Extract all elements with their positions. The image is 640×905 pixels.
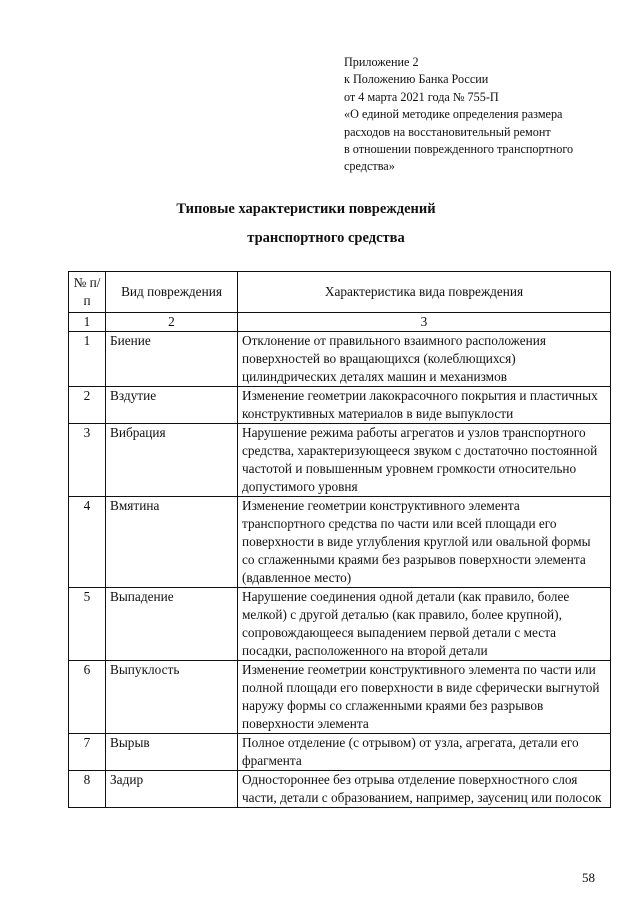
row-number: 4 xyxy=(69,497,106,588)
column-number: 2 xyxy=(106,313,238,332)
annex-line: «О единой методике определения размера xyxy=(344,107,563,122)
damage-characteristic: Изменение геометрии лакокрасочного покрытия и пластичных конструктивных материалов в виде выпуклости xyxy=(238,387,611,424)
annex-header xyxy=(344,54,614,176)
damage-characteristic: Изменение геометрии конструктивного элемента по части или полной площади его поверхности в виде сферически выгнутой наружу формы со сглаженными краями без разрывов поверхности элемента xyxy=(238,661,611,734)
row-number: 8 xyxy=(69,771,106,808)
page-number: 58 xyxy=(582,870,595,885)
table-row xyxy=(69,497,611,588)
damage-type: Вмятина xyxy=(106,497,238,588)
damage-type: Выпуклость xyxy=(106,661,238,734)
annex-line: в отношении поврежденного транспортного xyxy=(344,142,574,157)
table-header-row xyxy=(69,272,611,313)
damage-characteristic: Одностороннее без отрыва отделение поверхностного слоя части, детали с образованием, например, заусениц или полосок xyxy=(238,771,611,808)
header-characteristic: Характеристика вида повреждения xyxy=(238,272,611,313)
damage-type: Задир xyxy=(106,771,238,808)
annex-line: Приложение 2 xyxy=(344,55,419,69)
table-row xyxy=(69,332,611,387)
row-number: 2 xyxy=(69,387,106,424)
header-number: № п/п xyxy=(69,272,106,313)
table-row xyxy=(69,424,611,497)
annex-line: от 4 марта 2021 года № 755-П xyxy=(344,89,499,104)
damage-type: Вырыв xyxy=(106,734,238,771)
damage-type: Вибрация xyxy=(106,424,238,497)
row-number: 5 xyxy=(69,588,106,661)
table-row xyxy=(69,588,611,661)
damage-table xyxy=(68,271,611,808)
annex-line: к Положению Банка России xyxy=(344,72,489,87)
column-number: 1 xyxy=(69,313,106,332)
column-number: 3 xyxy=(238,313,611,332)
damage-characteristic: Изменение геометрии конструктивного элемента транспортного средства по части или всей площади его поверхности в виде углубления круглой или овальной формы со сглаженными краями без разрывов поверхности элемента (вдавленное место) xyxy=(238,497,611,588)
damage-characteristic: Полное отделение (с отрывом) от узла, агрегата, детали его фрагмента xyxy=(238,734,611,771)
damage-type: Вздутие xyxy=(106,387,238,424)
table-row xyxy=(69,661,611,734)
damage-type: Выпадение xyxy=(106,588,238,661)
row-number: 7 xyxy=(69,734,106,771)
column-number-row xyxy=(69,313,611,332)
table-row xyxy=(69,387,611,424)
table-row xyxy=(69,771,611,808)
damage-characteristic: Нарушение режима работы агрегатов и узлов транспортного средства, характеризующееся звуком с достаточно постоянной частотой и повышенным уровнем громкости относительно допустимого уровня xyxy=(238,424,611,497)
annex-line: расходов на восстановительный ремонт xyxy=(344,124,551,139)
header-damage-type: Вид повреждения xyxy=(106,272,238,313)
damage-characteristic: Нарушение соединения одной детали (как правило, более мелкой) с другой деталью (как правило, более крупной), сопровождающееся выпадением первой детали с места посадки, расположенного на второй детали xyxy=(238,588,611,661)
row-number: 6 xyxy=(69,661,106,734)
annex-line: средства» xyxy=(344,159,395,174)
row-number: 1 xyxy=(69,332,106,387)
row-number: 3 xyxy=(69,424,106,497)
document-title-line1: Типовые характеристики повреждений xyxy=(176,201,436,217)
damage-characteristic: Отклонение от правильного взаимного расположения поверхностей во вращающихся (колеблющихся) цилиндрических деталях машин и механизмов xyxy=(238,332,611,387)
document-title-line2: транспортного средства xyxy=(247,230,405,246)
table-row xyxy=(69,734,611,771)
damage-type: Биение xyxy=(106,332,238,387)
